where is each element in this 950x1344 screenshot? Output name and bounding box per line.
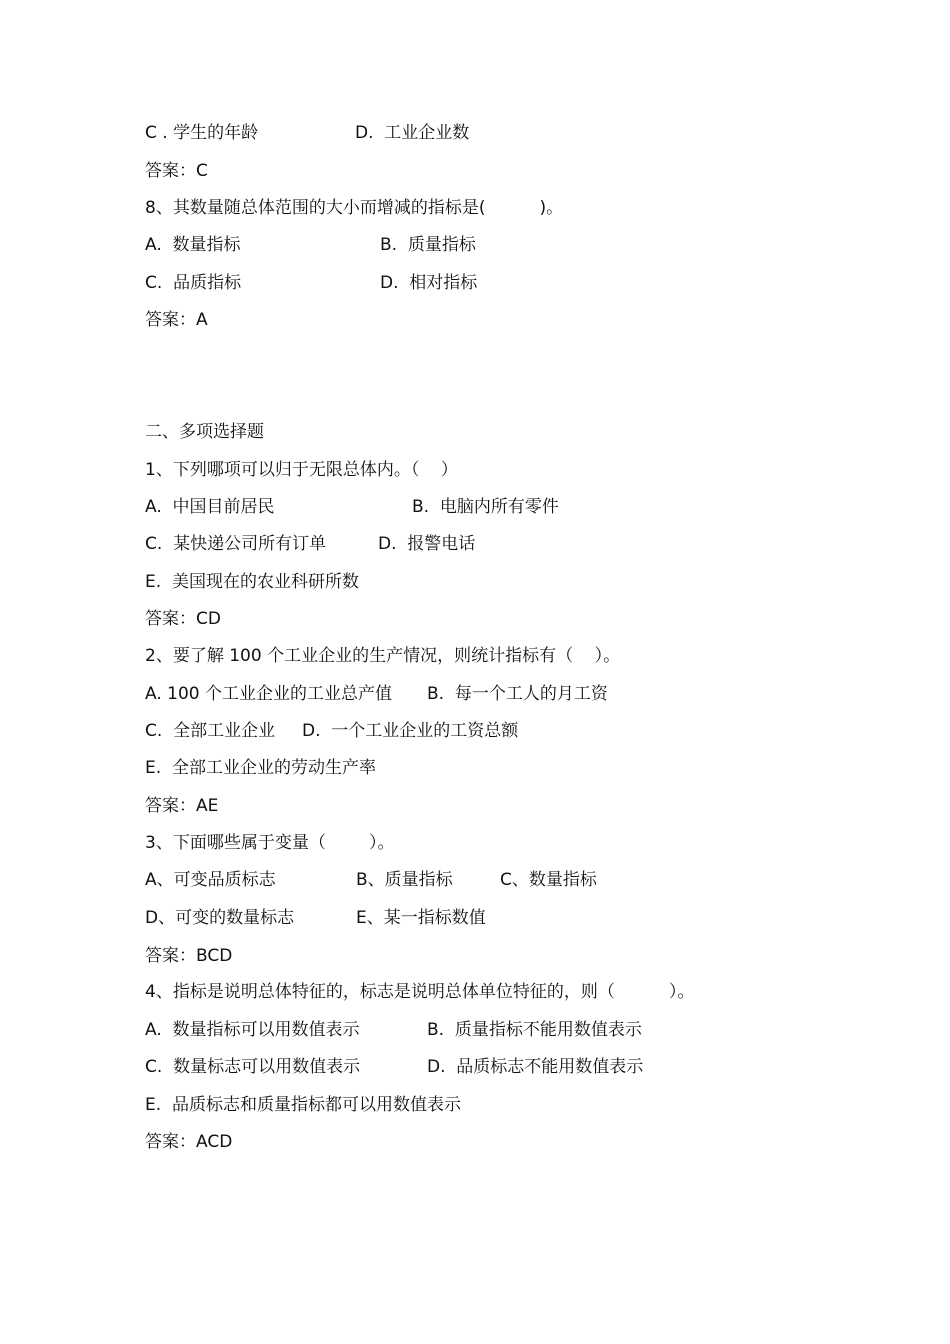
mq1-option-e: E. 美国现在的农业科研所数 — [145, 572, 359, 592]
mq2-option-d: D. 一个工业企业的工资总额 — [302, 721, 519, 741]
mq1-option-b: B. 电脑内所有零件 — [412, 497, 559, 517]
mq2-option-e: E. 全部工业企业的劳动生产率 — [145, 758, 376, 778]
mq4-option-b: B. 质量指标不能用数值表示 — [427, 1020, 642, 1040]
mq1-option-c: C. 某快递公司所有订单 — [145, 534, 327, 554]
mq1-option-d: D. 报警电话 — [378, 534, 476, 554]
q8-answer: 答案：A — [145, 310, 208, 330]
section-title: 二、多项选择题 — [145, 422, 264, 442]
mq2-stem: 2、要了解 100 个工业企业的生产情况，则统计指标有（ ）。 — [145, 646, 621, 666]
mq4-option-c: C. 数量标志可以用数值表示 — [145, 1057, 361, 1077]
q8-option-d: D. 相对指标 — [380, 273, 478, 293]
mq4-answer: 答案：ACD — [145, 1132, 233, 1152]
mq1-option-a: A. 中国目前居民 — [145, 497, 275, 517]
mq3-option-c: C、数量指标 — [500, 870, 597, 890]
mq3-option-a: A、可变品质标志 — [145, 870, 276, 890]
q7-answer: 答案：C — [145, 161, 208, 181]
mq3-answer: 答案：BCD — [145, 946, 233, 966]
mq3-option-b: B、质量指标 — [356, 870, 453, 890]
q8-option-c: C. 品质指标 — [145, 273, 242, 293]
q8-stem: 8、其数量随总体范围的大小而增减的指标是( )。 — [145, 198, 564, 218]
mq3-option-d: D、可变的数量标志 — [145, 908, 295, 928]
mq3-option-e: E、某一指标数值 — [356, 908, 486, 928]
mq2-answer: 答案：AE — [145, 796, 219, 816]
q7-option-d: D. 工业企业数 — [355, 123, 470, 143]
mq4-option-e: E. 品质标志和质量指标都可以用数值表示 — [145, 1095, 461, 1115]
q8-option-b: B. 质量指标 — [380, 235, 476, 255]
mq2-option-c: C. 全部工业企业 — [145, 721, 276, 741]
mq4-option-a: A. 数量指标可以用数值表示 — [145, 1020, 360, 1040]
mq4-option-d: D. 品质标志不能用数值表示 — [427, 1057, 644, 1077]
mq2-option-b: B. 每一个工人的月工资 — [427, 684, 608, 704]
mq2-option-a: A. 100 个工业企业的工业总产值 — [145, 684, 392, 704]
mq1-answer: 答案：CD — [145, 609, 221, 629]
mq3-stem: 3、下面哪些属于变量（ ）。 — [145, 833, 395, 853]
mq1-stem: 1、下列哪项可以归于无限总体内。（ ） — [145, 460, 458, 480]
mq4-stem: 4、指标是说明总体特征的，标志是说明总体单位特征的，则（ ）。 — [145, 982, 695, 1002]
q7-option-c: C . 学生的年龄 — [145, 123, 259, 143]
q8-option-a: A. 数量指标 — [145, 235, 241, 255]
